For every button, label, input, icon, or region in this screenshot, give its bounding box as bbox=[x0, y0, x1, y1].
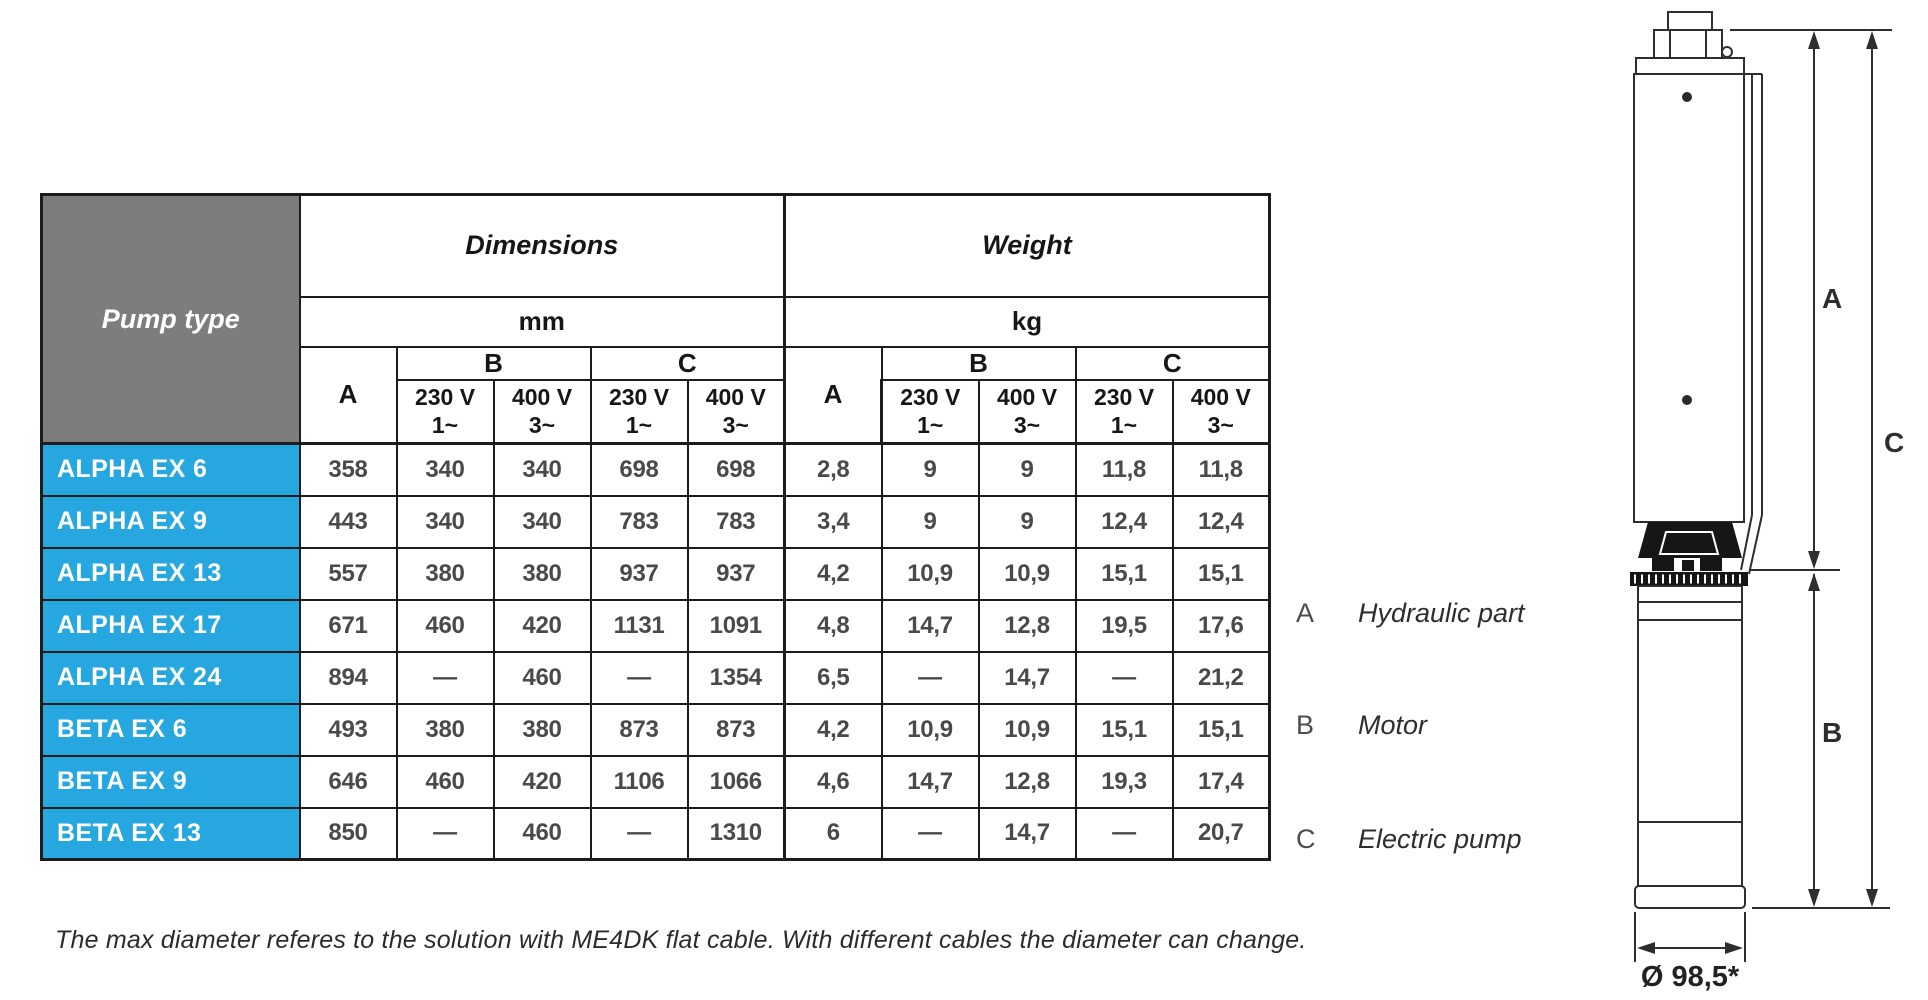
bolt-dot-upper bbox=[1682, 92, 1692, 102]
dim-b-400v-header bbox=[494, 380, 591, 444]
weight-b-header: B bbox=[882, 347, 1076, 380]
table-cell: 21,2 bbox=[1173, 652, 1270, 704]
pump-type-label: ALPHA EX 24 bbox=[42, 652, 300, 704]
table-cell: 3,4 bbox=[785, 496, 882, 548]
phase-label: 1~ bbox=[917, 412, 944, 439]
dimension-label-c: C bbox=[1884, 427, 1905, 458]
legend-label: Electric pump bbox=[1358, 824, 1522, 854]
voltage-label: 400 V bbox=[996, 383, 1058, 410]
table-row bbox=[42, 496, 1270, 548]
phase-label: 1~ bbox=[1110, 412, 1138, 439]
table-cell: 698 bbox=[591, 444, 688, 496]
table-cell: 9 bbox=[979, 444, 1076, 496]
table-cell: 420 bbox=[494, 600, 591, 652]
table-cell: 6,5 bbox=[785, 652, 882, 704]
table-cell: 1131 bbox=[591, 600, 688, 652]
table-cell: 15,1 bbox=[1076, 548, 1173, 600]
pump-flange bbox=[1636, 58, 1744, 74]
dim-a-header: A bbox=[300, 347, 397, 444]
table-cell: 460 bbox=[397, 756, 494, 808]
table-cell: — bbox=[882, 808, 979, 860]
voltage-label: 400 V bbox=[511, 383, 573, 410]
pump-bottom-cap bbox=[1635, 886, 1745, 908]
table-row bbox=[42, 548, 1270, 600]
table-cell: 380 bbox=[397, 548, 494, 600]
table-row bbox=[42, 444, 1270, 496]
legend-key: C bbox=[1296, 824, 1316, 854]
table-cell: — bbox=[1076, 652, 1173, 704]
weight-b-400v-header bbox=[979, 380, 1076, 444]
table-cell: 873 bbox=[688, 704, 785, 756]
phase-label: 3~ bbox=[1207, 412, 1234, 439]
table-cell: — bbox=[397, 808, 494, 860]
dim-b-header: B bbox=[397, 347, 591, 380]
table-cell: 646 bbox=[300, 756, 397, 808]
table-cell: 460 bbox=[494, 808, 591, 860]
table-cell: 340 bbox=[494, 496, 591, 548]
table-cell: 10,9 bbox=[979, 548, 1076, 600]
table-cell: 698 bbox=[688, 444, 785, 496]
table-cell: 671 bbox=[300, 600, 397, 652]
table-cell: 19,3 bbox=[1076, 756, 1173, 808]
table-cell: — bbox=[397, 652, 494, 704]
weight-b-230v-header bbox=[882, 380, 979, 444]
table-cell: 380 bbox=[397, 704, 494, 756]
legend-item-motor bbox=[1296, 710, 1427, 741]
table-cell: 340 bbox=[494, 444, 591, 496]
voltage-label: 230 V bbox=[414, 383, 476, 410]
table-cell: 14,7 bbox=[882, 756, 979, 808]
table-cell: 17,6 bbox=[1173, 600, 1270, 652]
table-cell: — bbox=[1076, 808, 1173, 860]
pump-type-label: ALPHA EX 13 bbox=[42, 548, 300, 600]
pump-motor-body bbox=[1638, 586, 1742, 886]
table-cell: 1066 bbox=[688, 756, 785, 808]
table-cell: 2,8 bbox=[785, 444, 882, 496]
table-cell: 460 bbox=[397, 600, 494, 652]
table-cell: 10,9 bbox=[979, 704, 1076, 756]
dimension-label-a: A bbox=[1822, 283, 1843, 314]
phase-label: 3~ bbox=[528, 412, 556, 439]
table-cell: 9 bbox=[882, 444, 979, 496]
legend-label: Hydraulic part bbox=[1358, 598, 1525, 628]
table-cell: — bbox=[591, 808, 688, 860]
table-cell: 12,4 bbox=[1173, 496, 1270, 548]
table-cell: 14,7 bbox=[882, 600, 979, 652]
table-cell: 10,9 bbox=[882, 704, 979, 756]
table-cell: 873 bbox=[591, 704, 688, 756]
table-cell: 10,9 bbox=[882, 548, 979, 600]
table-cell: 340 bbox=[397, 496, 494, 548]
table-cell: 9 bbox=[979, 496, 1076, 548]
pump-type-label: BETA EX 13 bbox=[42, 808, 300, 860]
table-cell: 340 bbox=[397, 444, 494, 496]
table-cell: 1091 bbox=[688, 600, 785, 652]
phase-label: 3~ bbox=[722, 412, 749, 439]
pump-intake bbox=[1638, 522, 1742, 558]
bolt-dot-lower bbox=[1682, 395, 1692, 405]
table-cell: 11,8 bbox=[1076, 444, 1173, 496]
voltage-label: 230 V bbox=[900, 383, 961, 410]
table-row bbox=[42, 808, 1270, 860]
legend-item-hydraulic-part bbox=[1296, 598, 1525, 629]
table-cell: 15,1 bbox=[1173, 548, 1270, 600]
table-cell: 4,2 bbox=[785, 704, 882, 756]
voltage-label: 400 V bbox=[1190, 383, 1251, 410]
diameter-label: Ø 98,5* bbox=[1640, 961, 1740, 993]
weight-c-header: C bbox=[1076, 347, 1270, 380]
pump-discharge-cap bbox=[1654, 30, 1722, 58]
table-cell: 937 bbox=[591, 548, 688, 600]
pump-type-label: ALPHA EX 9 bbox=[42, 496, 300, 548]
phase-label: 1~ bbox=[625, 412, 653, 439]
table-cell: 380 bbox=[494, 704, 591, 756]
table-cell: 358 bbox=[300, 444, 397, 496]
dimension-label-b: B bbox=[1822, 717, 1843, 748]
dimensions-header: Dimensions bbox=[300, 195, 785, 297]
table-cell: 11,8 bbox=[1173, 444, 1270, 496]
pump-hydraulic-body bbox=[1634, 74, 1744, 522]
table-cell: 783 bbox=[591, 496, 688, 548]
table-cell: 12,8 bbox=[979, 600, 1076, 652]
table-cell: 783 bbox=[688, 496, 785, 548]
voltage-label: 230 V bbox=[608, 383, 670, 410]
voltage-label: 400 V bbox=[705, 383, 766, 410]
phase-label: 1~ bbox=[431, 412, 459, 439]
pump-diagram bbox=[1600, 0, 1928, 1000]
dim-c-header: C bbox=[591, 347, 785, 380]
legend-label: Motor bbox=[1358, 710, 1428, 740]
table-cell: 12,4 bbox=[1076, 496, 1173, 548]
table-cell: 15,1 bbox=[1173, 704, 1270, 756]
unit-kg-header: kg bbox=[785, 297, 1270, 347]
legend-key: B bbox=[1296, 710, 1315, 740]
phase-label: 3~ bbox=[1013, 412, 1041, 439]
table-cell: 19,5 bbox=[1076, 600, 1173, 652]
cable-clamp bbox=[1722, 47, 1732, 57]
pump-type-label: BETA EX 6 bbox=[42, 704, 300, 756]
dim-c-230v-header bbox=[591, 380, 688, 444]
unit-mm-header: mm bbox=[300, 297, 785, 347]
footnote-text: The max diameter referes to the solution with ME4DK flat cable. With different cables the diameter can change. bbox=[55, 926, 1307, 954]
weight-a-header: A bbox=[785, 347, 882, 444]
weight-header: Weight bbox=[785, 195, 1270, 297]
table-cell: 4,6 bbox=[785, 756, 882, 808]
table-cell: 4,8 bbox=[785, 600, 882, 652]
weight-c-230v-header bbox=[1076, 380, 1173, 444]
table-cell: 9 bbox=[882, 496, 979, 548]
table-cell: 460 bbox=[494, 652, 591, 704]
table-body bbox=[42, 444, 1270, 860]
dim-c-400v-header bbox=[688, 380, 785, 444]
table-cell: 14,7 bbox=[979, 652, 1076, 704]
table-cell: 6 bbox=[785, 808, 882, 860]
table-row bbox=[42, 756, 1270, 808]
table-cell: 894 bbox=[300, 652, 397, 704]
table-cell: 443 bbox=[300, 496, 397, 548]
dim-b-230v-header bbox=[397, 380, 494, 444]
pump-top-nub bbox=[1668, 12, 1712, 30]
pump-type-header: Pump type bbox=[42, 195, 300, 444]
table-cell: 14,7 bbox=[979, 808, 1076, 860]
table-cell: 20,7 bbox=[1173, 808, 1270, 860]
pump-type-label: BETA EX 9 bbox=[42, 756, 300, 808]
pump-spec-table bbox=[40, 193, 1271, 861]
table-cell: — bbox=[591, 652, 688, 704]
table-cell: 420 bbox=[494, 756, 591, 808]
table-cell: — bbox=[882, 652, 979, 704]
table-cell: 4,2 bbox=[785, 548, 882, 600]
table-cell: 17,4 bbox=[1173, 756, 1270, 808]
table-cell: 12,8 bbox=[979, 756, 1076, 808]
table-cell: 15,1 bbox=[1076, 704, 1173, 756]
voltage-label: 230 V bbox=[1093, 383, 1155, 410]
table-cell: 1354 bbox=[688, 652, 785, 704]
legend-item-electric-pump bbox=[1296, 824, 1522, 855]
table-header bbox=[42, 195, 1270, 444]
table-row bbox=[42, 652, 1270, 704]
table-cell: 557 bbox=[300, 548, 397, 600]
table-cell: 1106 bbox=[591, 756, 688, 808]
weight-c-400v-header bbox=[1173, 380, 1270, 444]
table-cell: 850 bbox=[300, 808, 397, 860]
table-cell: 380 bbox=[494, 548, 591, 600]
pump-type-label: ALPHA EX 6 bbox=[42, 444, 300, 496]
table-row bbox=[42, 704, 1270, 756]
table-cell: 1310 bbox=[688, 808, 785, 860]
pump-type-label: ALPHA EX 17 bbox=[42, 600, 300, 652]
table-row bbox=[42, 600, 1270, 652]
table-cell: 493 bbox=[300, 704, 397, 756]
legend-key: A bbox=[1296, 598, 1315, 628]
table-cell: 937 bbox=[688, 548, 785, 600]
